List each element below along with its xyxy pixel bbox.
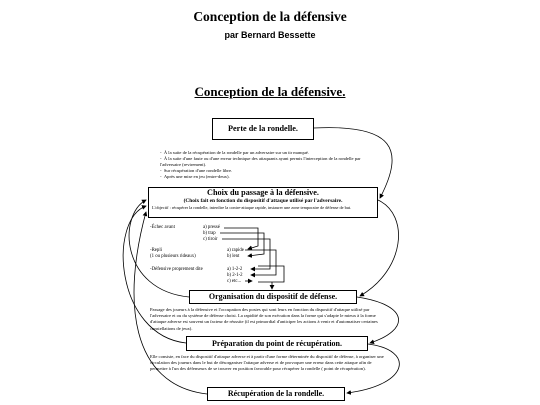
author-line: par Bernard Bessette xyxy=(224,30,316,40)
option-repli-b: b) lent xyxy=(227,254,240,259)
option-def-c: c) etc... xyxy=(227,279,242,284)
option-echec-avant: -Échec avant xyxy=(150,225,175,230)
box-recuperation-label: Récupération de la rondelle. xyxy=(227,389,325,398)
option-repli: -Repli xyxy=(150,248,162,253)
paragraph-preparation: Elle consiste, en face du dispositif d'attaque adverse et à partir d'une forme déterminée du dispositif de défense, à organiser une circulation des joueurs dans le but de désorganiser l'attaque adverse et de provoquer une erreur dans cette attaque afin de permettre à l'un des défenseurs de se trouver en position favorable pour récupérer la rondelle ( point de récupération). xyxy=(150,354,384,372)
arrow-choix-to-organisation xyxy=(360,200,399,296)
box-preparation-label: Préparation du point de récupération. xyxy=(212,339,342,348)
arrow-preparation-back xyxy=(123,206,186,343)
arrow-perte-to-choix xyxy=(314,128,392,198)
box-choix-subtitle: (Choix fait en fonction du dispositif d'attaque utilisé par l'adversaire. xyxy=(183,198,343,204)
list-item: - À la suite de la récupération de la rondelle par un adversaire sur un tir manqué. xyxy=(160,150,309,155)
page-title: Conception de la défensive xyxy=(193,9,347,24)
arrow-preparation-to-recuperation xyxy=(347,344,399,393)
paragraph-organisation: Passage des joueurs à la défensive et l'occupation des postes qui sont leurs en fonction du dispositif d'attaque utilisé par l'adversaire et ou du système de défense choisi. La rapidité de son exécution dans la forme qui s'adapte le mieux à la forme d'attaque adverse est souvent un facteur de réussite (il est primordial d'anticiper les actions à venir et d'automatiser certaines constellations de jeux). xyxy=(150,307,378,331)
arrow-repli-to-def xyxy=(245,250,276,275)
arrow-echec-b-to-repli xyxy=(220,233,264,256)
box-choix-note: L'objectif : récupérer la rondelle, interdire la contre-attaque rapide, instaurer une zone temporaire de défense de but. xyxy=(152,205,352,210)
option-repli-sub: (1 ou plusieurs rideaux) xyxy=(150,254,196,259)
list-item: - À la suite d'une faute ou d'une erreur technique des attaquants ayant permis l'interception de la rondelle par l'adversaire (revirement). xyxy=(160,156,361,167)
option-defensive: -Défensive proprement dite xyxy=(150,267,203,272)
box-perte-label: Perte de la rondelle. xyxy=(228,124,298,133)
option-repli-a: a) rapide xyxy=(227,248,244,253)
option-echec-a: a) pressé xyxy=(203,225,220,230)
option-def-a: a) 1-2-2 xyxy=(227,267,243,272)
list-item: - Sur récupération d'une rondelle libre. xyxy=(160,168,233,173)
box-choix-title: Choix du passage à la défensive. xyxy=(207,188,319,197)
diagram-title: Conception de la défensive. xyxy=(194,84,346,99)
option-def-b: b) 2-1-2 xyxy=(227,273,243,278)
option-echec-c: c) tiroir xyxy=(203,237,218,242)
option-echec-b: b) trap xyxy=(203,231,216,236)
arrow-echec-to-repli xyxy=(224,228,258,249)
arrow-organisation-to-preparation xyxy=(357,297,399,343)
arrow-def-bracket xyxy=(258,266,284,282)
arrow-recuperation-back xyxy=(134,212,207,394)
list-item: - Après une mise en jeu (entre-deux). xyxy=(160,174,230,179)
box-organisation-label: Organisation du dispositif de défense. xyxy=(208,292,338,301)
